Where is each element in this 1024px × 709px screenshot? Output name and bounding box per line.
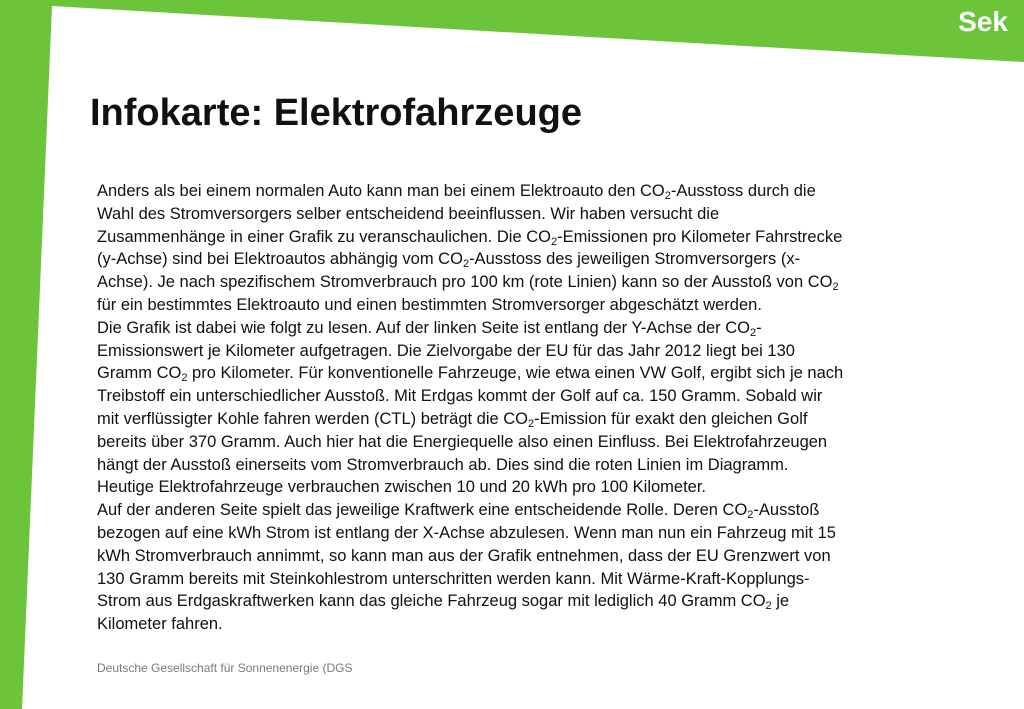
body-text-segment: Zusammenhänge in einer Grafik zu veranschaulichen. Die CO [97, 227, 551, 246]
body-line [97, 408, 997, 431]
body-text-segment: Gramm CO [97, 364, 182, 383]
body-text-segment: Kilometer fahren. [97, 615, 223, 634]
subscript-text: 2 [832, 281, 839, 294]
subscript-text: 2 [550, 235, 558, 248]
subscript-text: 2 [765, 600, 772, 613]
body-line [97, 499, 997, 522]
body-line [97, 545, 997, 568]
body-line [97, 248, 997, 271]
subscript-text: 2 [462, 258, 470, 271]
body-text-segment: Treibstoff ein unterschiedlicher Ausstoß. Mit Erdgas kommt der Golf auf ca. 150 Gramm. Sobald wir [97, 387, 823, 406]
body-text-segment: -Emission für exakt den gleichen Golf [534, 409, 808, 428]
body-line [97, 180, 997, 203]
body-text-segment: (y-Achse) sind bei Elektroautos abhängig vom CO [97, 250, 463, 269]
body-text-segment: -Ausstoß [753, 501, 820, 520]
body-text-segment: kWh Stromverbrauch annimmt, so kann man aus der Grafik entnehmen, dass der EU Grenzwert von [97, 546, 831, 565]
body-text-segment: Anders als bei einem normalen Auto kann man bei einem Elektroauto den CO [97, 182, 665, 200]
sek-badge: Sek [958, 6, 1008, 37]
body-text-segment: Die Grafik ist dabei wie folgt zu lesen. Auf der linken Seite ist entlang der Y-Achse der CO [97, 318, 751, 337]
body-text-segment: -Emissionen pro Kilometer Fahrstrecke [557, 227, 843, 246]
body-text-segment: bereits über 370 Gramm. Auch hier hat die Energiequelle also einen Einfluss. Bei Elektrofahrzeugen [97, 432, 828, 451]
body-text-segment: Auf der anderen Seite spielt das jeweilige Kraftwerk eine entscheidende Rolle. Deren CO [97, 501, 748, 520]
body-text-segment: -Ausstoss durch die [670, 182, 816, 200]
subscript-text: 2 [664, 190, 671, 202]
body-text-segment: Strom aus Erdgaskraftwerken kann das gleiche Fahrzeug sogar mit lediglich 40 Gramm CO [97, 592, 766, 611]
body-text-segment: je [771, 592, 790, 611]
body-text-segment: Emissionswert je Kilometer aufgetragen. Die Zielvorgabe der EU für das Jahr 2012 liegt bei 130 [97, 341, 795, 360]
subscript-text: 2 [747, 509, 754, 522]
body-line [97, 454, 997, 477]
body-text-segment: Wahl des Stromversorgers selber entscheidend beeinflussen. Wir haben versucht die [97, 204, 720, 223]
body-text-segment: -Ausstoss des jeweiligen Stromversorgers (x- [469, 250, 801, 269]
subscript-text: 2 [750, 326, 757, 339]
body-text-segment: mit verflüssigter Kohle fahren werden (CTL) beträgt die CO [97, 409, 529, 428]
body-text-segment: bezogen auf eine kWh Strom ist entlang der X-Achse abzulesen. Wenn man nun ein Fahrzeug mit 15 [97, 523, 836, 542]
body-text-segment: 130 Gramm bereits mit Steinkohlestrom unterschritten werden kann. Mit Wärme-Kraft-Kopplungs- [97, 569, 810, 588]
body-line [97, 385, 997, 408]
body-line [97, 590, 997, 613]
subscript-text: 2 [528, 417, 535, 430]
page-title: Infokarte: Elektrofahrzeuge [90, 92, 582, 134]
body-line [97, 476, 997, 499]
body-line [97, 271, 997, 294]
footer-source: Deutsche Gesellschaft für Sonnenenergie (DGS [97, 661, 353, 675]
body-line [97, 568, 997, 591]
body-text-segment: hängt der Ausstoß einerseits vom Stromverbrauch ab. Dies sind die roten Linien im Diagramm. [97, 455, 789, 474]
body-text-segment: für ein bestimmtes Elektroauto und einen bestimmten Stromversorger abgeschätzt werden. [97, 295, 762, 314]
subscript-text: 2 [181, 372, 188, 385]
body-line [97, 317, 997, 340]
info-text-body [97, 180, 997, 636]
body-line [97, 203, 997, 226]
body-line [97, 226, 997, 249]
body-line [97, 522, 997, 545]
body-line [97, 340, 997, 363]
body-line [97, 431, 997, 454]
body-text-segment: - [756, 318, 762, 337]
body-text-segment: pro Kilometer. Für konventionelle Fahrzeuge, wie etwa einen VW Golf, ergibt sich je nach [187, 364, 844, 383]
body-text-segment: Heutige Elektrofahrzeuge verbrauchen zwischen 10 und 20 kWh pro 100 Kilometer. [97, 478, 707, 497]
body-line [97, 362, 997, 385]
body-text-segment: Achse). Je nach spezifischem Stromverbrauch pro 100 km (rote Linien) kann so der Ausstoß von CO [97, 273, 833, 292]
body-line [97, 294, 997, 317]
body-line [97, 613, 997, 636]
